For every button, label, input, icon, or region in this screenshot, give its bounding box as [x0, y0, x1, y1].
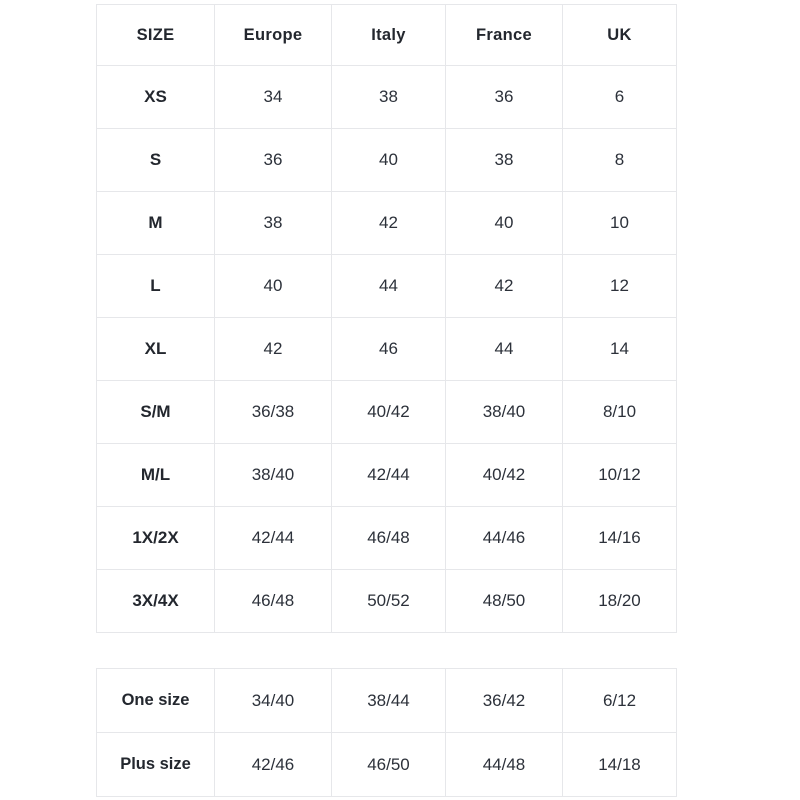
table-header — [97, 5, 677, 66]
cell-france: 38/40 — [446, 381, 563, 444]
row-label: XS — [97, 66, 215, 129]
cell-italy: 38 — [332, 66, 446, 129]
row-label: S — [97, 129, 215, 192]
column-header-france: France — [446, 5, 563, 66]
cell-france: 40 — [446, 192, 563, 255]
table-row — [97, 669, 677, 733]
column-header-europe: Europe — [215, 5, 332, 66]
table-row — [97, 570, 677, 633]
cell-italy: 44 — [332, 255, 446, 318]
cell-europe: 36/38 — [215, 381, 332, 444]
row-label: S/M — [97, 381, 215, 444]
cell-uk: 14/18 — [563, 733, 677, 797]
cell-europe: 36 — [215, 129, 332, 192]
table-row — [97, 444, 677, 507]
row-label: L — [97, 255, 215, 318]
cell-europe: 40 — [215, 255, 332, 318]
table-row — [97, 129, 677, 192]
row-label: 3X/4X — [97, 570, 215, 633]
cell-italy: 46/48 — [332, 507, 446, 570]
cell-europe: 38 — [215, 192, 332, 255]
row-label: M — [97, 192, 215, 255]
table-row — [97, 733, 677, 797]
cell-europe: 42 — [215, 318, 332, 381]
cell-italy: 40 — [332, 129, 446, 192]
cell-europe: 34 — [215, 66, 332, 129]
row-label: Plus size — [97, 733, 215, 797]
column-header-italy: Italy — [332, 5, 446, 66]
cell-uk: 6 — [563, 66, 677, 129]
cell-uk: 10/12 — [563, 444, 677, 507]
column-header-uk: UK — [563, 5, 677, 66]
cell-uk: 18/20 — [563, 570, 677, 633]
cell-europe: 42/46 — [215, 733, 332, 797]
cell-france: 44/48 — [446, 733, 563, 797]
cell-italy: 46 — [332, 318, 446, 381]
table-body — [97, 66, 677, 633]
table-row — [97, 507, 677, 570]
row-label: One size — [97, 669, 215, 733]
main-size-table-wrapper — [96, 4, 676, 633]
table-row — [97, 192, 677, 255]
row-label: M/L — [97, 444, 215, 507]
cell-uk: 10 — [563, 192, 677, 255]
cell-france: 42 — [446, 255, 563, 318]
cell-france: 44 — [446, 318, 563, 381]
table-row — [97, 318, 677, 381]
cell-france: 38 — [446, 129, 563, 192]
cell-france: 36 — [446, 66, 563, 129]
main-size-table — [96, 4, 677, 633]
cell-france: 36/42 — [446, 669, 563, 733]
secondary-size-table-wrapper — [96, 668, 676, 797]
cell-france: 48/50 — [446, 570, 563, 633]
cell-europe: 46/48 — [215, 570, 332, 633]
cell-italy: 38/44 — [332, 669, 446, 733]
row-label: XL — [97, 318, 215, 381]
secondary-size-table — [96, 668, 677, 797]
cell-france: 44/46 — [446, 507, 563, 570]
cell-uk: 6/12 — [563, 669, 677, 733]
table-header-row — [97, 5, 677, 66]
table-row — [97, 66, 677, 129]
cell-europe: 38/40 — [215, 444, 332, 507]
table-body — [97, 669, 677, 797]
table-row — [97, 381, 677, 444]
cell-france: 40/42 — [446, 444, 563, 507]
cell-italy: 46/50 — [332, 733, 446, 797]
cell-italy: 42 — [332, 192, 446, 255]
cell-italy: 42/44 — [332, 444, 446, 507]
column-header-size: SIZE — [97, 5, 215, 66]
cell-uk: 8 — [563, 129, 677, 192]
cell-uk: 14 — [563, 318, 677, 381]
cell-uk: 8/10 — [563, 381, 677, 444]
cell-europe: 34/40 — [215, 669, 332, 733]
cell-europe: 42/44 — [215, 507, 332, 570]
cell-uk: 14/16 — [563, 507, 677, 570]
cell-italy: 50/52 — [332, 570, 446, 633]
table-row — [97, 255, 677, 318]
cell-uk: 12 — [563, 255, 677, 318]
row-label: 1X/2X — [97, 507, 215, 570]
cell-italy: 40/42 — [332, 381, 446, 444]
